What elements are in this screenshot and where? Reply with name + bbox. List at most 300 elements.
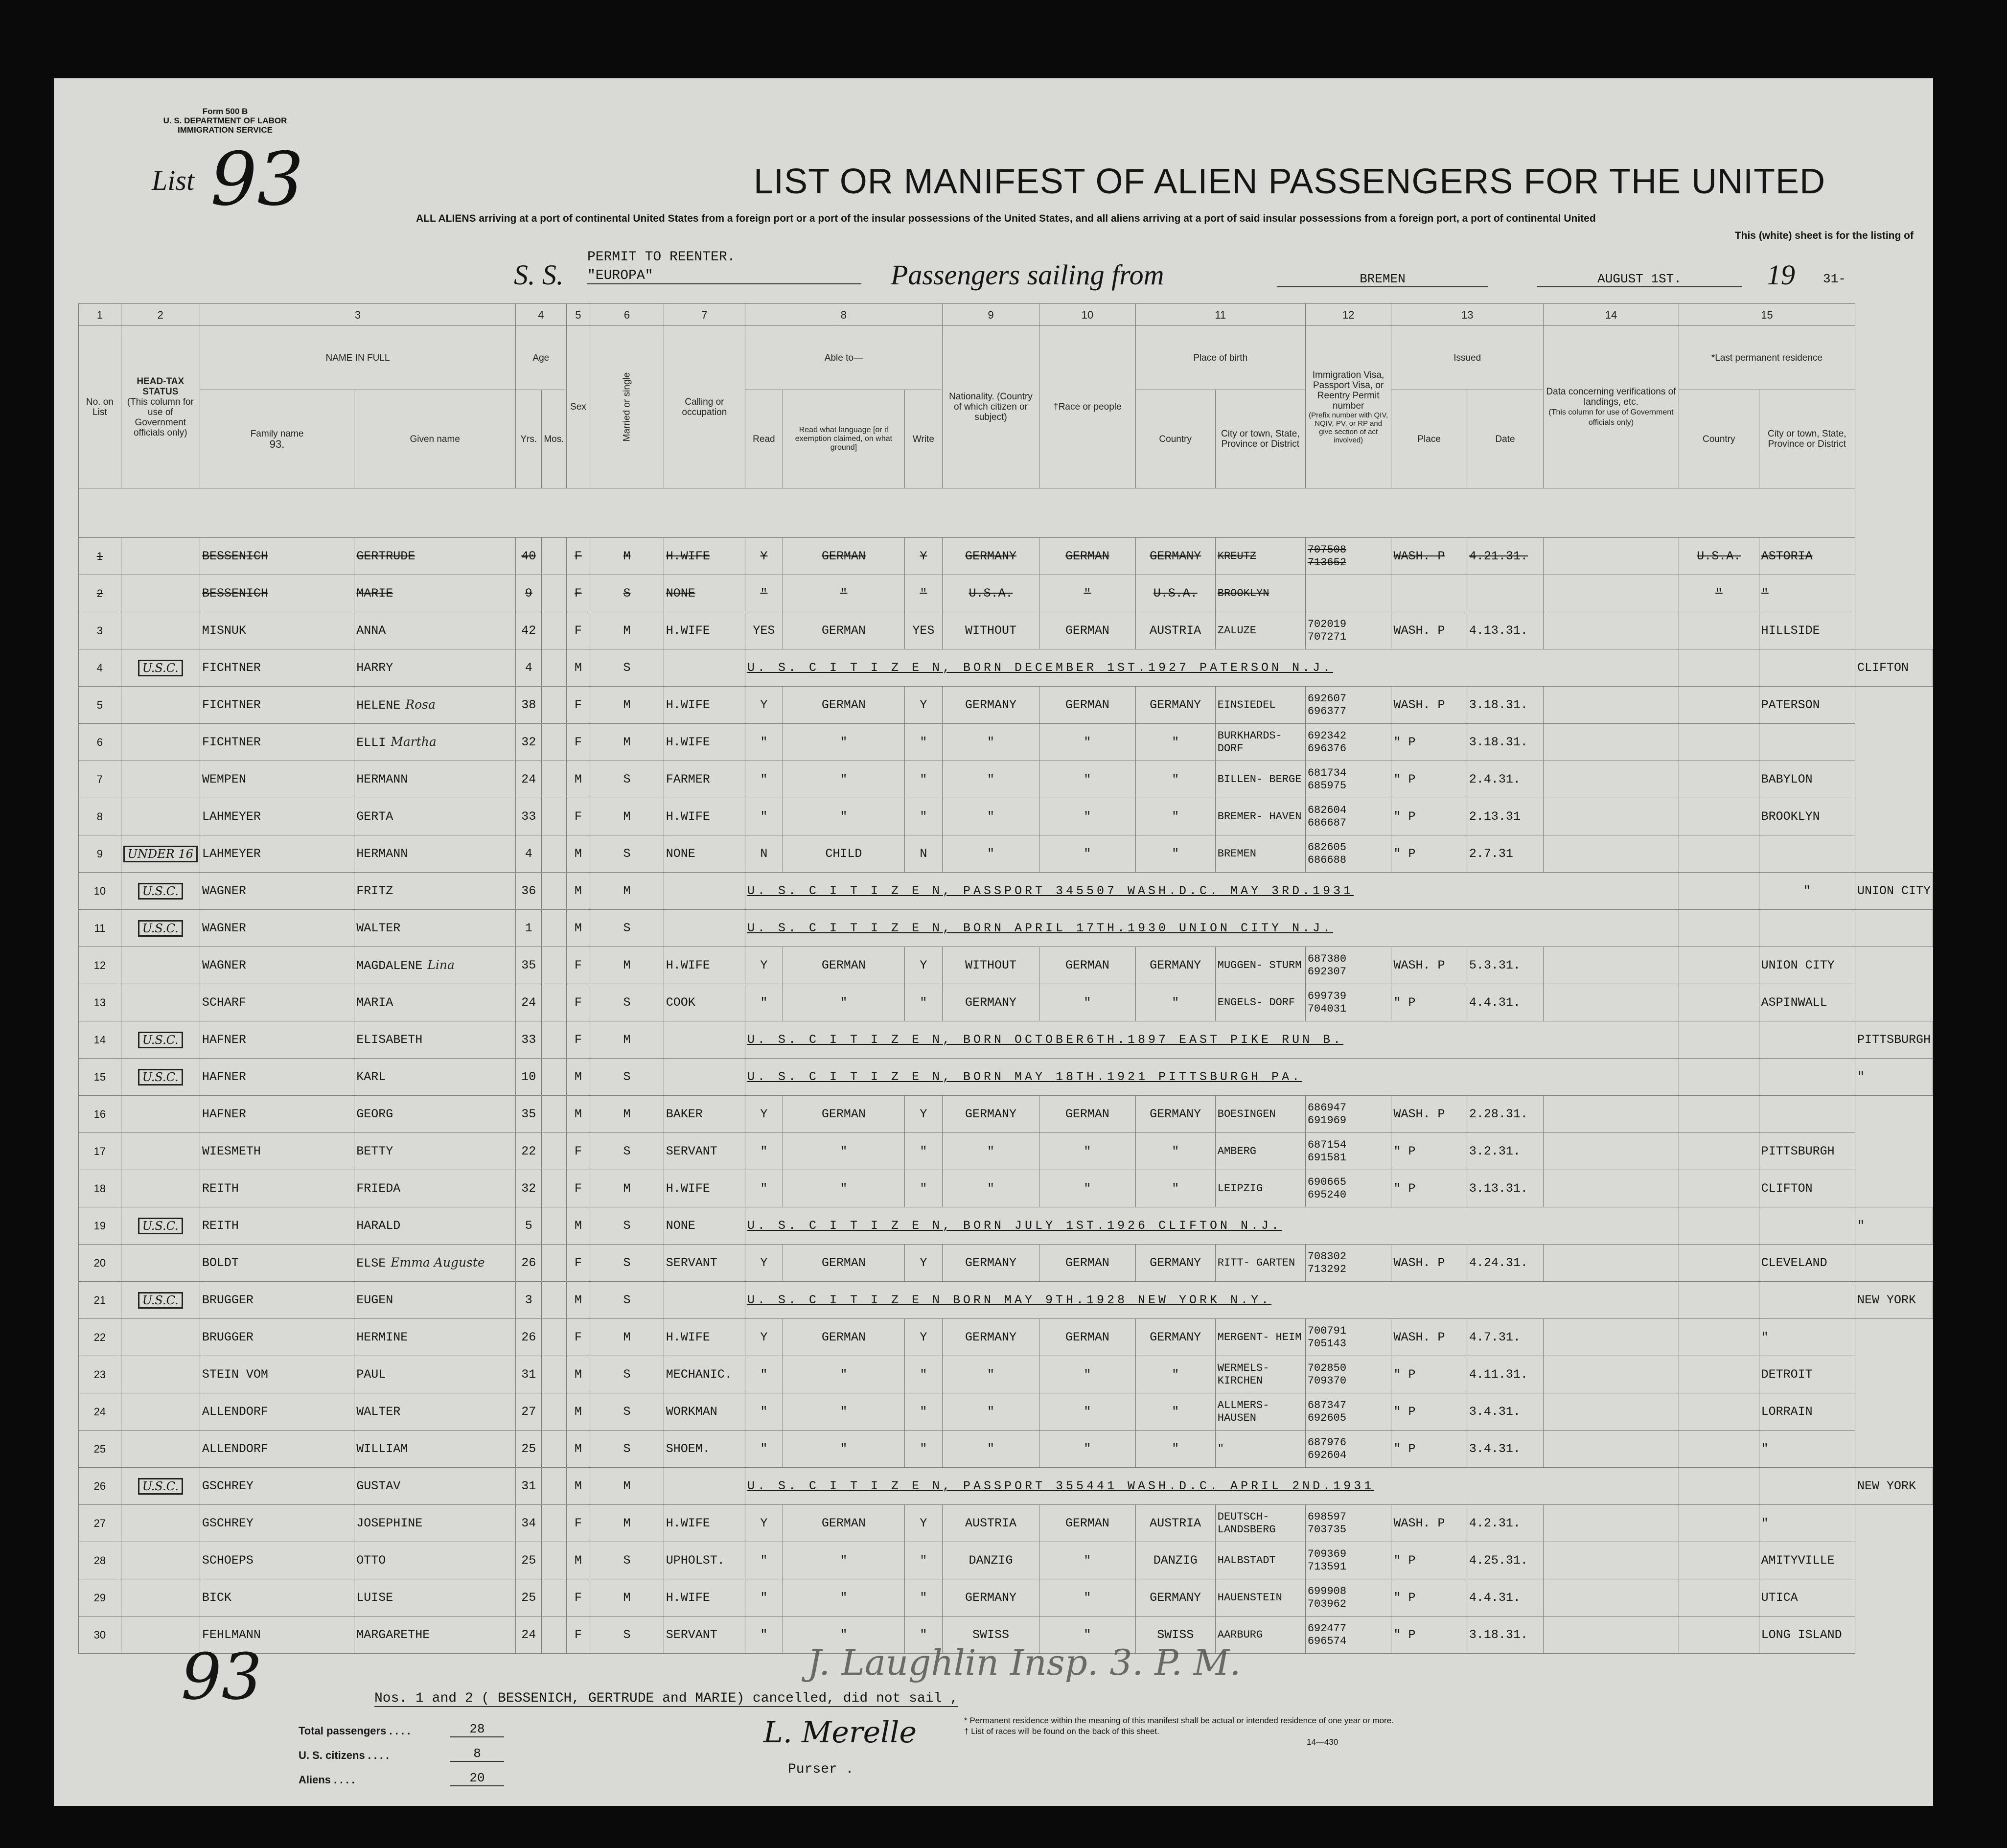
can-read: ": [745, 1542, 783, 1579]
age-years: 24: [516, 761, 542, 798]
read-language: GERMAN: [783, 612, 904, 649]
row-number: 13: [79, 984, 121, 1021]
birth-country: GERMANY: [1135, 1319, 1215, 1356]
can-read: N: [745, 835, 783, 873]
residence-city: [1759, 1096, 1855, 1133]
row-number: 12: [79, 947, 121, 984]
issued-date: 2.28.31.: [1467, 1096, 1543, 1133]
birth-country: GERMANY: [1135, 947, 1215, 984]
given-name: [354, 1170, 516, 1207]
can-read: YES: [745, 612, 783, 649]
citizen-note: U. S. C I T I Z E N, BORN DECEMBER 1ST.1927 PATERSON N.J.: [745, 649, 1679, 687]
given-name-text: HERMINE: [356, 1330, 408, 1344]
residence-city: DETROIT: [1759, 1356, 1855, 1393]
occupation: [664, 910, 745, 947]
can-read: ": [745, 575, 783, 612]
occupation: [664, 1059, 745, 1096]
header-name: NAME IN FULL: [200, 326, 515, 390]
age-years: 22: [516, 1133, 542, 1170]
verification-data: [1544, 1393, 1679, 1431]
family-name: LAHMEYER: [200, 835, 354, 873]
given-name-text: ELLI: [356, 736, 386, 750]
family-name: BRUGGER: [200, 1319, 354, 1356]
verification-data: [1679, 910, 1759, 947]
verification-data: [1544, 1431, 1679, 1468]
sex: M: [566, 1393, 590, 1431]
residence-country: U.S.A.: [1679, 538, 1759, 575]
given-name: [354, 575, 516, 612]
race: ": [1039, 724, 1135, 761]
can-read: Y: [745, 1319, 783, 1356]
read-language: ": [783, 724, 904, 761]
header-nationality: Nationality. (Country of which citizen or subject): [942, 326, 1039, 488]
race: GERMAN: [1039, 687, 1135, 724]
sex: F: [566, 798, 590, 835]
family-name: REITH: [200, 1170, 354, 1207]
verification-data: [1544, 1319, 1679, 1356]
residence-country: [1679, 1133, 1759, 1170]
given-name-text: LUISE: [356, 1591, 393, 1605]
occupation: H.WIFE: [664, 687, 745, 724]
headtax-stamp: U.S.C.: [138, 1478, 183, 1495]
given-name: [354, 984, 516, 1021]
race: ": [1039, 1542, 1135, 1579]
given-name: [354, 724, 516, 761]
row-number: 16: [79, 1096, 121, 1133]
race: ": [1039, 1356, 1135, 1393]
family-name: HAFNER: [200, 1021, 354, 1059]
race: GERMAN: [1039, 612, 1135, 649]
nationality: SWISS: [942, 1617, 1039, 1654]
given-name-handwritten: Emma Auguste: [391, 1255, 485, 1270]
handwritten-list-number: 93: [181, 1640, 262, 1714]
residence-country: [1759, 1468, 1855, 1505]
occupation: H.WIFE: [664, 1319, 745, 1356]
age-years: 36: [516, 873, 542, 910]
age-months: [542, 1133, 566, 1170]
birth-country: ": [1135, 835, 1215, 873]
family-name: BESSENICH: [200, 575, 354, 612]
marital-status: S: [590, 1431, 664, 1468]
row-number: 8: [79, 798, 121, 835]
can-read: Y: [745, 1245, 783, 1282]
manifest-sheet: [54, 78, 1933, 1806]
passenger-row: [79, 687, 1933, 724]
given-name-text: HELENE: [356, 698, 401, 713]
sailing-date: AUGUST 1ST.: [1537, 272, 1742, 287]
marital-status: S: [590, 984, 664, 1021]
can-read: Y: [745, 947, 783, 984]
headtax-cell: [121, 1133, 200, 1170]
marital-status: M: [590, 612, 664, 649]
col-num: 7: [664, 304, 745, 326]
footnotes: [964, 1715, 1551, 1748]
header-family: [200, 390, 354, 488]
citizen-note: U. S. C I T I Z E N, PASSPORT 345507 WASH.D.C. MAY 3RD.1931: [745, 873, 1679, 910]
family-name: FICHTNER: [200, 649, 354, 687]
permit-note: PERMIT TO REENTER.: [587, 250, 736, 265]
read-language: GERMAN: [783, 1505, 904, 1542]
marital-status: S: [590, 1245, 664, 1282]
given-name: [354, 1245, 516, 1282]
age-years: 31: [516, 1356, 542, 1393]
visa-number: 700791 705143: [1305, 1319, 1391, 1356]
read-language: GERMAN: [783, 1245, 904, 1282]
birth-country: ": [1135, 724, 1215, 761]
age-years: 1: [516, 910, 542, 947]
can-read: ": [745, 1431, 783, 1468]
verification-data: [1679, 649, 1759, 687]
row-number: 14: [79, 1021, 121, 1059]
citizen-note: U. S. C I T I Z E N, BORN OCTOBER6TH.1897 EAST PIKE RUN B.: [745, 1021, 1679, 1059]
family-label: Family name: [250, 429, 304, 439]
marital-status: M: [590, 1319, 664, 1356]
marital-status: S: [590, 1282, 664, 1319]
given-name-text: GUSTAV: [356, 1479, 401, 1493]
visa-number: 687154 691581: [1305, 1133, 1391, 1170]
family-name: WAGNER: [200, 910, 354, 947]
given-name: [354, 612, 516, 649]
given-name-text: MARIE: [356, 586, 393, 601]
can-write: ": [904, 724, 942, 761]
race: ": [1039, 1133, 1135, 1170]
birth-country: GERMANY: [1135, 687, 1215, 724]
row-number: 18: [79, 1170, 121, 1207]
passenger-row: [79, 947, 1933, 984]
can-read: ": [745, 1393, 783, 1431]
residence-city: LORRAIN: [1759, 1393, 1855, 1431]
residence-country: ": [1759, 873, 1855, 910]
total-passengers-row: [299, 1713, 504, 1737]
birth-city: BILLEN- BERGE: [1215, 761, 1305, 798]
given-name: [354, 910, 516, 947]
given-name: [354, 1282, 516, 1319]
port: BREMEN: [1277, 272, 1488, 287]
nationality: GERMANY: [942, 984, 1039, 1021]
residence-city: PATERSON: [1759, 687, 1855, 724]
verification-data: [1544, 761, 1679, 798]
can-write: ": [904, 1431, 942, 1468]
age-months: [542, 984, 566, 1021]
can-write: ": [904, 1356, 942, 1393]
given-name: [354, 1431, 516, 1468]
cancel-note: Nos. 1 and 2 ( BESSENICH, GERTRUDE and MARIE) cancelled, did not sail ,: [374, 1691, 958, 1706]
residence-country: [1679, 1170, 1759, 1207]
nationality: ": [942, 835, 1039, 873]
read-language: ": [783, 761, 904, 798]
ship-name: "EUROPA": [587, 268, 861, 284]
family-name: WAGNER: [200, 947, 354, 984]
residence-city: CLEVELAND: [1759, 1245, 1855, 1282]
age-years: 33: [516, 798, 542, 835]
given-name: [354, 1356, 516, 1393]
nationality: GERMANY: [942, 1579, 1039, 1617]
given-name-text: HERMANN: [356, 847, 408, 861]
family-name: STEIN VOM: [200, 1356, 354, 1393]
visa-title: Immigration Visa, Passport Visa, or Reentry Permit number: [1312, 370, 1384, 411]
sex: M: [566, 1282, 590, 1319]
given-name-text: WALTER: [356, 1405, 401, 1419]
headtax-cell: [121, 612, 200, 649]
visa-number: 690665 695240: [1305, 1170, 1391, 1207]
can-read: Y: [745, 1505, 783, 1542]
given-name: [354, 1059, 516, 1096]
birth-city: BROOKLYN: [1215, 575, 1305, 612]
issued-date: 4.2.31.: [1467, 1505, 1543, 1542]
header-birth-city: City or town, State, Province or District: [1215, 390, 1305, 488]
residence-country: [1679, 1393, 1759, 1431]
given-name-text: ANNA: [356, 624, 386, 638]
read-language: GERMAN: [783, 947, 904, 984]
passenger-row: [79, 612, 1933, 649]
issued-place: [1391, 575, 1467, 612]
given-name-text: PAUL: [356, 1367, 386, 1382]
family-name: GSCHREY: [200, 1468, 354, 1505]
occupation: SHOEM.: [664, 1431, 745, 1468]
row-number: 22: [79, 1319, 121, 1356]
header-residence: *Last permanent residence: [1679, 326, 1855, 390]
residence-city: UTICA: [1759, 1579, 1855, 1617]
race: ": [1039, 575, 1135, 612]
us-citizens-label: U. S. citizens . . . .: [299, 1749, 389, 1761]
issued-place: " P: [1391, 1133, 1467, 1170]
marital-status: S: [590, 835, 664, 873]
birth-city: LEIPZIG: [1215, 1170, 1305, 1207]
residence-country: [1679, 798, 1759, 835]
passenger-row: [79, 1282, 1933, 1319]
occupation: H.WIFE: [664, 798, 745, 835]
sex: F: [566, 1245, 590, 1282]
header-no: No. on List: [79, 326, 121, 488]
race: GERMAN: [1039, 1096, 1135, 1133]
list-number: 93: [210, 137, 304, 222]
col-num: 3: [200, 304, 515, 326]
headtax-cell: [121, 1356, 200, 1393]
can-write: ": [904, 761, 942, 798]
issued-place: " P: [1391, 1579, 1467, 1617]
col-num: 13: [1391, 304, 1544, 326]
birth-city: EINSIEDEL: [1215, 687, 1305, 724]
visa-number: 692607 696377: [1305, 687, 1391, 724]
visa-number: 681734 685975: [1305, 761, 1391, 798]
given-name: [354, 1096, 516, 1133]
issued-date: 4.21.31.: [1467, 538, 1543, 575]
headtax-cell: [121, 1282, 200, 1319]
issued-place: " P: [1391, 1431, 1467, 1468]
footnote-residence: * Permanent residence within the meaning of this manifest shall be actual or intended residence of one year or more.: [964, 1716, 1394, 1725]
age-months: [542, 1282, 566, 1319]
issued-place: " P: [1391, 835, 1467, 873]
race: ": [1039, 1617, 1135, 1654]
issued-place: " P: [1391, 1356, 1467, 1393]
given-name: [354, 687, 516, 724]
headtax-cell: [121, 984, 200, 1021]
nationality: ": [942, 1133, 1039, 1170]
year-suffix: 31-: [1823, 272, 1846, 286]
race: ": [1039, 761, 1135, 798]
given-name: [354, 1617, 516, 1654]
race: GERMAN: [1039, 1505, 1135, 1542]
can-write: N: [904, 835, 942, 873]
verification-data: [1544, 947, 1679, 984]
can-read: ": [745, 984, 783, 1021]
passenger-row: [79, 538, 1933, 575]
subtitle: ALL ALIENS arriving at a port of continental United States from a foreign port or a port of the insular possessions of the United States, and all aliens arriving at a port of said insular possessions from a foreign port, a port of continental United: [416, 213, 1596, 224]
occupation: [664, 1468, 745, 1505]
residence-country: [1679, 724, 1759, 761]
given-name-text: OTTO: [356, 1553, 386, 1568]
sex: M: [566, 1542, 590, 1579]
birth-city: BREMER- HAVEN: [1215, 798, 1305, 835]
spacer-row: [79, 488, 1933, 538]
read-language: ": [783, 1170, 904, 1207]
header-married: [590, 326, 664, 488]
occupation: H.WIFE: [664, 1170, 745, 1207]
nationality: WITHOUT: [942, 947, 1039, 984]
nationality: ": [942, 724, 1039, 761]
marital-status: M: [590, 1170, 664, 1207]
issued-place: " P: [1391, 724, 1467, 761]
can-write: ": [904, 1579, 942, 1617]
headtax-stamp: UNDER 16: [123, 846, 198, 862]
issued-place: " P: [1391, 761, 1467, 798]
row-number: 27: [79, 1505, 121, 1542]
residence-country: [1759, 1282, 1855, 1319]
age-months: [542, 873, 566, 910]
given-name: [354, 538, 516, 575]
residence-country: [1679, 835, 1759, 873]
us-citizens-value: 8: [450, 1746, 504, 1762]
header-sex: Sex: [566, 326, 590, 488]
residence-city: [1855, 910, 1933, 947]
occupation: COOK: [664, 984, 745, 1021]
marital-status: M: [590, 947, 664, 984]
headtax-cell: [121, 1542, 200, 1579]
headtax-cell: [121, 761, 200, 798]
residence-city: UNION CITY: [1759, 947, 1855, 984]
given-name-text: ELISABETH: [356, 1033, 423, 1047]
age-years: 27: [516, 1393, 542, 1431]
age-years: 35: [516, 947, 542, 984]
given-name: [354, 1021, 516, 1059]
residence-city: [1759, 724, 1855, 761]
sex: F: [566, 1617, 590, 1654]
family-name: WIESMETH: [200, 1133, 354, 1170]
residence-city: ": [1855, 1059, 1933, 1096]
page-title: LIST OR MANIFEST OF ALIEN PASSENGERS FOR THE UNITED: [754, 162, 1826, 201]
given-name-text: HERMANN: [356, 772, 408, 786]
given-name: [354, 835, 516, 873]
given-name-text: BETTY: [356, 1144, 393, 1158]
issued-date: 3.18.31.: [1467, 1617, 1543, 1654]
column-group-row: [79, 326, 1933, 390]
read-language: ": [783, 1393, 904, 1431]
age-months: [542, 1059, 566, 1096]
headtax-stamp: U.S.C.: [138, 1292, 183, 1309]
race: ": [1039, 1393, 1135, 1431]
manifest-table: [78, 303, 1933, 1654]
occupation: UPHOLST.: [664, 1542, 745, 1579]
can-read: ": [745, 1617, 783, 1654]
row-number: 3: [79, 612, 121, 649]
issued-date: 4.25.31.: [1467, 1542, 1543, 1579]
verification-data: [1679, 1468, 1759, 1505]
read-language: GERMAN: [783, 1319, 904, 1356]
marital-status: M: [590, 538, 664, 575]
verification-data: [1544, 798, 1679, 835]
given-name-text: GEORG: [356, 1107, 393, 1121]
given-name-text: FRIEDA: [356, 1181, 401, 1196]
issued-place: WASH. P: [1391, 612, 1467, 649]
family-name: LAHMEYER: [200, 798, 354, 835]
passenger-row: [79, 1170, 1933, 1207]
family-list-no: 93.: [269, 438, 285, 450]
residence-country: [1679, 1245, 1759, 1282]
verification-data: [1544, 612, 1679, 649]
sex: M: [566, 910, 590, 947]
sex: F: [566, 947, 590, 984]
headtax-cell: [121, 1245, 200, 1282]
col-num: 6: [590, 304, 664, 326]
col-num: 5: [566, 304, 590, 326]
can-read: Y: [745, 538, 783, 575]
residence-city: ": [1759, 1505, 1855, 1542]
given-name: [354, 1207, 516, 1245]
birth-city: HAUENSTEIN: [1215, 1579, 1305, 1617]
headtax-cell: [121, 1319, 200, 1356]
marital-status: M: [590, 724, 664, 761]
occupation: H.WIFE: [664, 724, 745, 761]
can-write: ": [904, 984, 942, 1021]
header-calling: Calling or occupation: [664, 326, 745, 488]
row-number: 30: [79, 1617, 121, 1654]
citizen-note: U. S. C I T I Z E N, PASSPORT 355441 WASH.D.C. APRIL 2ND.1931: [745, 1468, 1679, 1505]
issued-date: 3.13.31.: [1467, 1170, 1543, 1207]
headtax-cell: [121, 1431, 200, 1468]
headtax-stamp: U.S.C.: [138, 1218, 183, 1234]
marital-status: M: [590, 1021, 664, 1059]
can-write: ": [904, 575, 942, 612]
age-years: 25: [516, 1431, 542, 1468]
marital-status: S: [590, 1617, 664, 1654]
given-name: [354, 761, 516, 798]
read-language: GERMAN: [783, 687, 904, 724]
residence-country: [1679, 1431, 1759, 1468]
birth-country: DANZIG: [1135, 1542, 1215, 1579]
given-name-text: GERTRUDE: [356, 549, 415, 563]
visa-number: 699739 704031: [1305, 984, 1391, 1021]
read-language: ": [783, 1617, 904, 1654]
residence-country: [1679, 1096, 1759, 1133]
visa-number: 699908 703962: [1305, 1579, 1391, 1617]
form-code: 14—430: [1307, 1737, 1338, 1747]
can-write: Y: [904, 538, 942, 575]
age-months: [542, 1617, 566, 1654]
subtitle-sheet-note: This (white) sheet is for the listing of: [1734, 230, 1914, 241]
race: GERMAN: [1039, 947, 1135, 984]
age-months: [542, 1356, 566, 1393]
verification-data: [1679, 1059, 1759, 1096]
issued-place: WASH. P: [1391, 1319, 1467, 1356]
visa-number: 692342 696376: [1305, 724, 1391, 761]
header-date: Date: [1467, 390, 1543, 488]
residence-city: BROOKLYN: [1759, 798, 1855, 835]
headtax-cell: [121, 724, 200, 761]
citizen-note: U. S. C I T I Z E N, BORN MAY 18TH.1921 PITTSBURGH PA.: [745, 1059, 1679, 1096]
headtax-cell: [121, 1170, 200, 1207]
read-language: ": [783, 1431, 904, 1468]
headtax-cell: [121, 1096, 200, 1133]
